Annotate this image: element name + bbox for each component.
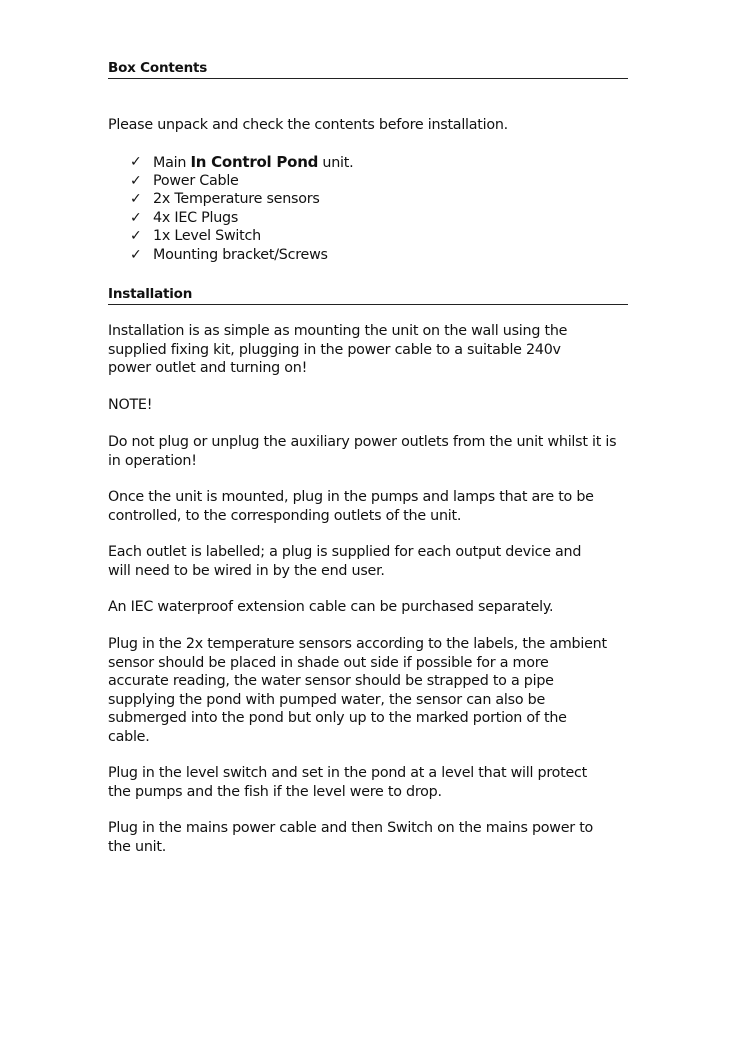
- installation-paragraph: Plug in the 2x temperature sensors according to the labels, the ambient sensor should be placed in shade out side if possible for a more accurate reading, the water sensor should be strapped to a pipe supplying the pond with pumped water, the sensor can also be submerged into the pond but only up to the marked portion of the cable.: [108, 636, 607, 745]
- list-item-text: 1x Level Switch: [153, 228, 261, 245]
- note-label: NOTE!: [108, 397, 153, 413]
- box-contents-list: [130, 153, 353, 265]
- list-item: [130, 172, 353, 191]
- installation-paragraph: Do not plug or unplug the auxiliary power outlets from the unit whilst it is in operation!: [108, 434, 617, 469]
- list-item-text: 4x IEC Plugs: [153, 209, 239, 226]
- installation-paragraph: An IEC waterproof extension cable can be purchased separately.: [108, 599, 554, 615]
- installation-heading: Installation: [108, 285, 628, 305]
- product-name: In Control Pond: [190, 152, 319, 171]
- list-item: [130, 190, 353, 209]
- box-contents-heading: Box Contents: [108, 59, 628, 79]
- list-item-text: Mounting bracket/Screws: [153, 246, 328, 263]
- installation-paragraph: Once the unit is mounted, plug in the pumps and lamps that are to be controlled, to the corresponding outlets of the unit.: [108, 489, 594, 524]
- list-item-text: 2x Temperature sensors: [153, 191, 320, 208]
- installation-paragraph: Plug in the mains power cable and then Switch on the mains power to the unit.: [108, 820, 594, 855]
- installation-paragraph: Each outlet is labelled; a plug is supplied for each output device and will need to be wired in by the end user.: [108, 544, 582, 579]
- list-item: [130, 209, 353, 228]
- box-contents-intro: Please unpack and check the contents before installation.: [108, 117, 508, 133]
- list-item: [130, 246, 353, 265]
- check-icon: ✓: [130, 154, 142, 170]
- installation-paragraph: Installation is as simple as mounting the unit on the wall using the supplied fixing kit, plugging in the power cable to a suitable 240v power outlet and turning on!: [108, 323, 568, 376]
- check-icon: ✓: [130, 209, 142, 226]
- list-item-text: Main In Control Pond unit.: [153, 152, 354, 171]
- check-icon: ✓: [130, 246, 142, 263]
- check-icon: ✓: [130, 191, 142, 208]
- check-icon: ✓: [130, 172, 142, 189]
- check-icon: ✓: [130, 228, 142, 245]
- list-item-text: Power Cable: [153, 172, 239, 189]
- list-item: [130, 153, 353, 172]
- list-item: [130, 227, 353, 246]
- installation-paragraph: Plug in the level switch and set in the pond at a level that will protect the pumps and the fish if the level were to drop.: [108, 765, 588, 800]
